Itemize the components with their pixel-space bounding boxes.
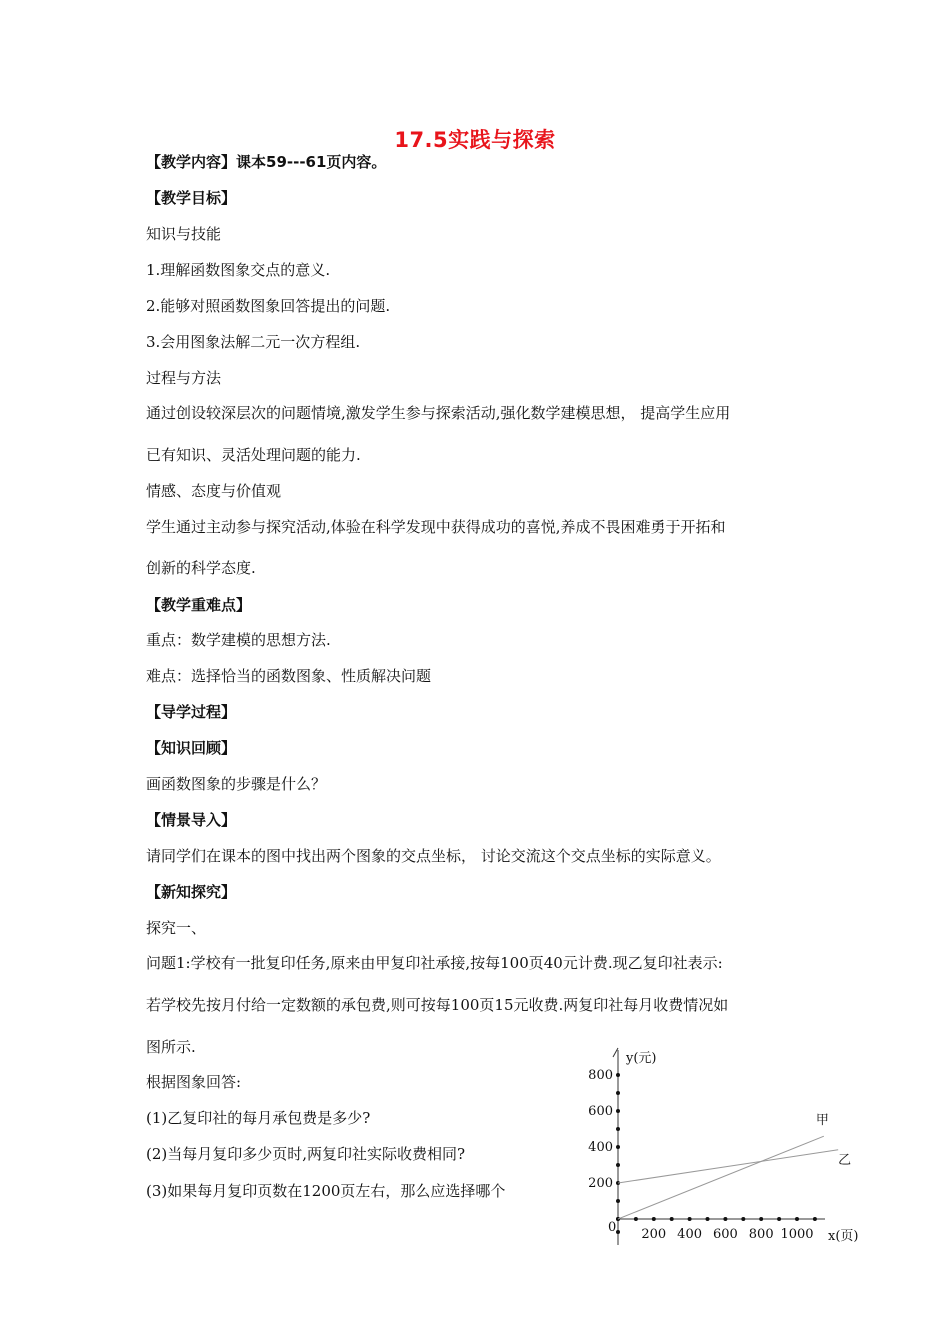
- x-tick-label: 600: [712, 1227, 738, 1242]
- question-2: (2)当每月复印多少页时,两复印社实际收费相同?: [146, 1145, 466, 1163]
- x-axis-dot: [723, 1217, 727, 1221]
- subheading-attitude-values: 情感、态度与价值观: [146, 482, 282, 500]
- x-axis-dot: [795, 1217, 799, 1221]
- answer-by-graph-prompt: 根据图象回答:: [146, 1073, 242, 1091]
- x-axis-dot: [670, 1217, 674, 1221]
- paragraph-process-line-2: 已有知识、灵活处理问题的能力.: [146, 446, 361, 464]
- y-tick-label: 800: [588, 1068, 613, 1083]
- y-axis-dot: [616, 1199, 620, 1203]
- paragraph-attitude-line-2: 创新的科学态度.: [146, 559, 256, 577]
- paragraph-process-line-1: 通过创设较深层次的问题情境,激发学生参与探索活动,强化数学建模思想， 提高学生应用: [146, 404, 731, 422]
- y-axis-dot: [616, 1109, 620, 1113]
- question-1: (1)乙复印社的每月承包费是多少?: [146, 1109, 371, 1127]
- heading-knowledge-review: 【知识回顾】: [146, 739, 237, 757]
- x-tick-label: 400: [677, 1227, 703, 1242]
- x-axis-dot: [706, 1217, 710, 1221]
- x-axis-dot: [813, 1217, 817, 1221]
- y-tick-label: 200: [588, 1176, 613, 1191]
- y-axis-dot: [616, 1145, 620, 1149]
- exploration-one-label: 探究一、: [146, 919, 207, 937]
- x-tick-labels: [641, 1227, 813, 1242]
- x-tick-label: 1000: [780, 1227, 814, 1242]
- paragraph-attitude-line-1: 学生通过主动参与探究活动,体验在科学发现中获得成功的喜悦,养成不畏困难勇于开拓和: [146, 518, 726, 536]
- heading-key-difficult-points: 【教学重难点】: [146, 596, 252, 614]
- key-point: 重点：数学建模的思想方法.: [146, 631, 331, 649]
- x-axis-dot: [777, 1217, 781, 1221]
- subheading-process-method: 过程与方法: [146, 369, 222, 387]
- section-teaching-content: 【教学内容】课本59---61页内容。: [146, 153, 387, 171]
- problem-1-line-2: 若学校先按月付给一定数额的承包费,则可按每100页15元收费.两复印社每月收费情况如: [146, 996, 729, 1014]
- heading-scenario-intro: 【情景导入】: [146, 811, 237, 829]
- page-title: 17.5实践与探索: [394, 128, 556, 152]
- series-line: [618, 1150, 838, 1183]
- goal-item-2: 2.能够对照函数图象回答提出的问题.: [146, 297, 391, 315]
- y-axis-dot: [616, 1073, 620, 1077]
- y-axis-dot: [616, 1163, 620, 1167]
- y-axis-dot: [616, 1091, 620, 1095]
- goal-item-1: 1.理解函数图象交点的意义.: [146, 261, 331, 279]
- x-axis-dot: [759, 1217, 763, 1221]
- heading-guided-process: 【导学过程】: [146, 703, 237, 721]
- difficult-point: 难点：选择恰当的函数图象、性质解决问题: [146, 667, 432, 685]
- y-axis-arrow: [613, 1048, 618, 1057]
- origin-label: 0: [608, 1220, 617, 1235]
- heading-new-knowledge: 【新知探究】: [146, 883, 237, 901]
- x-axis-dot: [688, 1217, 692, 1221]
- series-lines: [618, 1136, 838, 1219]
- x-axis-dot: [741, 1217, 745, 1221]
- series-line: [618, 1136, 824, 1219]
- y-axis-dot: [616, 1127, 620, 1131]
- x-tick-label: 800: [748, 1227, 774, 1242]
- series-labels: [816, 1113, 851, 1168]
- series-label: 乙: [838, 1152, 852, 1168]
- x-tick-label: 200: [641, 1227, 667, 1242]
- problem-1-line-1: 问题1:学校有一批复印任务,原来由甲复印社承接,按每100页40元计费.现乙复印社表示:: [146, 954, 723, 972]
- heading-teaching-goals: 【教学目标】: [146, 189, 237, 207]
- scenario-intro-text: 请同学们在课本的图中找出两个图象的交点坐标， 讨论交流这个交点坐标的实际意义。: [146, 847, 721, 865]
- review-question: 画函数图象的步骤是什么？: [146, 775, 327, 793]
- pricing-line-chart: [580, 1040, 880, 1250]
- x-axis-dot: [652, 1217, 656, 1221]
- y-tick-labels: [588, 1068, 613, 1191]
- series-label: 甲: [815, 1113, 829, 1129]
- x-axis-label: x(页): [828, 1229, 859, 1244]
- y-tick-label: 400: [588, 1140, 613, 1155]
- y-axis-label: y(元): [626, 1051, 657, 1066]
- x-axis-dot: [634, 1217, 638, 1221]
- problem-1-line-3: 图所示.: [146, 1038, 196, 1056]
- subheading-knowledge-skills: 知识与技能: [146, 225, 222, 243]
- question-3: (3)如果每月复印页数在1200页左右，那么应选择哪个: [146, 1182, 506, 1200]
- origin-dot: [616, 1230, 620, 1234]
- goal-item-3: 3.会用图象法解二元一次方程组.: [146, 333, 361, 351]
- y-tick-label: 600: [588, 1104, 613, 1119]
